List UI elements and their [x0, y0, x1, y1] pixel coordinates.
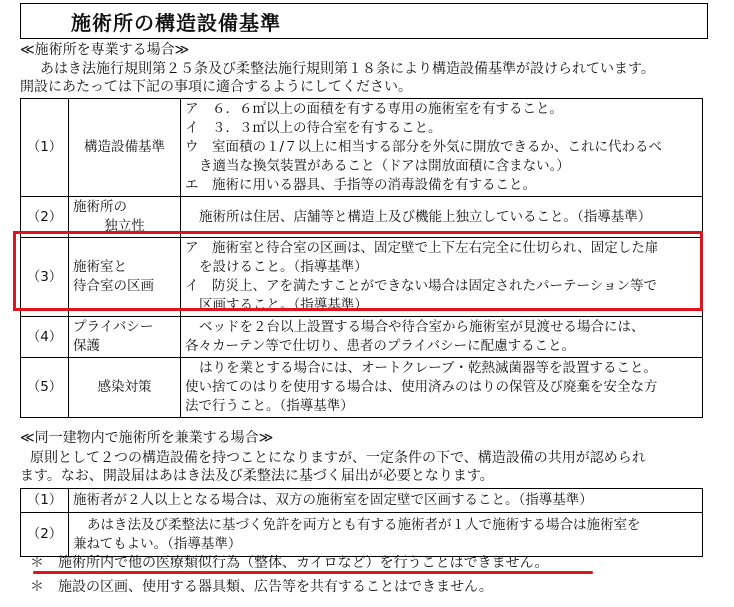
page-title-text: 施術所の構造設備基準 [71, 10, 281, 35]
table-row [21, 238, 703, 317]
section1-heading: ≪施術所を専業する場合≫ [20, 42, 190, 58]
row-category [69, 358, 181, 418]
row-category-line: 施術室と [73, 259, 127, 275]
item-line: 施術者が２人以上となる場合は、双方の施術室を固定壁で区画すること。（指導基準） [73, 492, 593, 508]
row-category [69, 99, 181, 197]
item-line: ベッドを２台以上設置する場合や待合室から施術室が見渡せる場合には、 [199, 319, 645, 335]
row-category-line: プライバシー [73, 319, 154, 335]
item-line: き適当な換気装置があること（ドアは開放面積に含まない。） [199, 158, 570, 174]
row-category-line: 施術所の [73, 199, 127, 215]
row-content [69, 513, 703, 557]
row-category [69, 317, 181, 358]
table-row [21, 317, 703, 358]
row-category-line: 保護 [73, 338, 100, 354]
row-number: （4） [21, 317, 69, 358]
row-number: （5） [21, 358, 69, 418]
table-row [21, 489, 703, 513]
item-line: 法で行うこと。（指導基準） [185, 398, 354, 414]
item-line: 兼ねてもよい。（指導基準） [73, 535, 242, 552]
item-line: エ 施術に用いる器具、手指等の消毒設備を有すること。 [185, 177, 536, 193]
row-category-line: 感染対策 [97, 379, 152, 395]
item-line: 各々カーテン等で仕切り、患者のプライバシーに配慮すること。 [185, 338, 576, 354]
page-title [20, 3, 708, 39]
row-content [181, 358, 703, 418]
row-number: （2） [21, 197, 69, 238]
row-content [181, 238, 703, 317]
table-row [21, 513, 703, 557]
row-number: （1） [21, 99, 69, 197]
item-line: イ ３．３㎡以上の待合室を有すること。 [185, 120, 442, 136]
row-number: （1） [21, 489, 69, 513]
item-line: を設けること。（指導基準） [199, 259, 368, 275]
item-line: 使い捨てのはりを使用する場合は、使用済みのはりの保管及び廃棄を安全な方 [185, 379, 658, 395]
table-row [21, 197, 703, 238]
row-number: （3） [21, 238, 69, 317]
row-category-line: 独立性 [104, 218, 145, 234]
row-category-line: 構造設備基準 [84, 139, 165, 155]
section1-intro-line-2: 開設にあたっては下記の事項に適合するようにしてください。 [20, 79, 412, 95]
item-line: はりを業とする場合には、オートクレーブ・乾熱滅菌器等を設置すること。 [199, 360, 658, 376]
item-line: あはき法及び柔整法に基づく免許を両方とも有する施術者が１人で施術する場合は施術室を [87, 516, 641, 533]
highlight-underline [33, 571, 593, 574]
section2-heading: ≪同一建物内で施術所を兼業する場合≫ [20, 430, 274, 446]
section2-intro-line-2: ます。なお、開設届はあはき法及び柔整法に基づく届出が必要となります。 [20, 468, 494, 484]
row-content [69, 489, 703, 513]
shared-use-table [20, 488, 703, 557]
row-number: （2） [21, 513, 69, 557]
section1-intro-line-1: あはき法施行規則第２５条及び柔整法施行規則第１８条により構造設備基準が設けられています。 [40, 61, 655, 77]
item-line: ウ 室面積の１/７以上に相当する部分を外気に開放できるか、これに代わるべ [185, 139, 663, 155]
table-row [21, 99, 703, 197]
row-content [181, 197, 703, 238]
item-line: ア ６．６㎡以上の面積を有する専用の施術室を有すること。 [185, 101, 563, 117]
row-category [69, 238, 181, 317]
section2-intro-line-1: 原則として２つの構造設備を持つことになりますが、一定条件の下で、構造設備の共用が認められ [30, 450, 646, 466]
item-line: 施術所は住居、店舗等と構造上及び機能上独立していること。（指導基準） [199, 208, 652, 225]
item-line: 区画すること。（指導基準） [199, 297, 368, 313]
item-line: イ 防災上、アを満たすことができない場合は固定されたパーテーション等で [185, 278, 657, 294]
row-category-line: 待合室の区画 [73, 278, 154, 294]
row-category [69, 197, 181, 238]
table-row [21, 358, 703, 418]
note-line-2: ＊ 施設の区画、使用する器具類、広告等を共有することはできません。 [30, 579, 493, 595]
note-line-1: ＊ 施術所内で他の医療類似行為（整体、カイロなど）を行うことはできません。 [30, 555, 549, 571]
item-line: ア 施術室と待合室の区画は、固定壁で上下左右完全に仕切られ、固定した扉 [185, 240, 659, 256]
requirements-table [20, 98, 703, 418]
row-content [181, 99, 703, 197]
row-content [181, 317, 703, 358]
